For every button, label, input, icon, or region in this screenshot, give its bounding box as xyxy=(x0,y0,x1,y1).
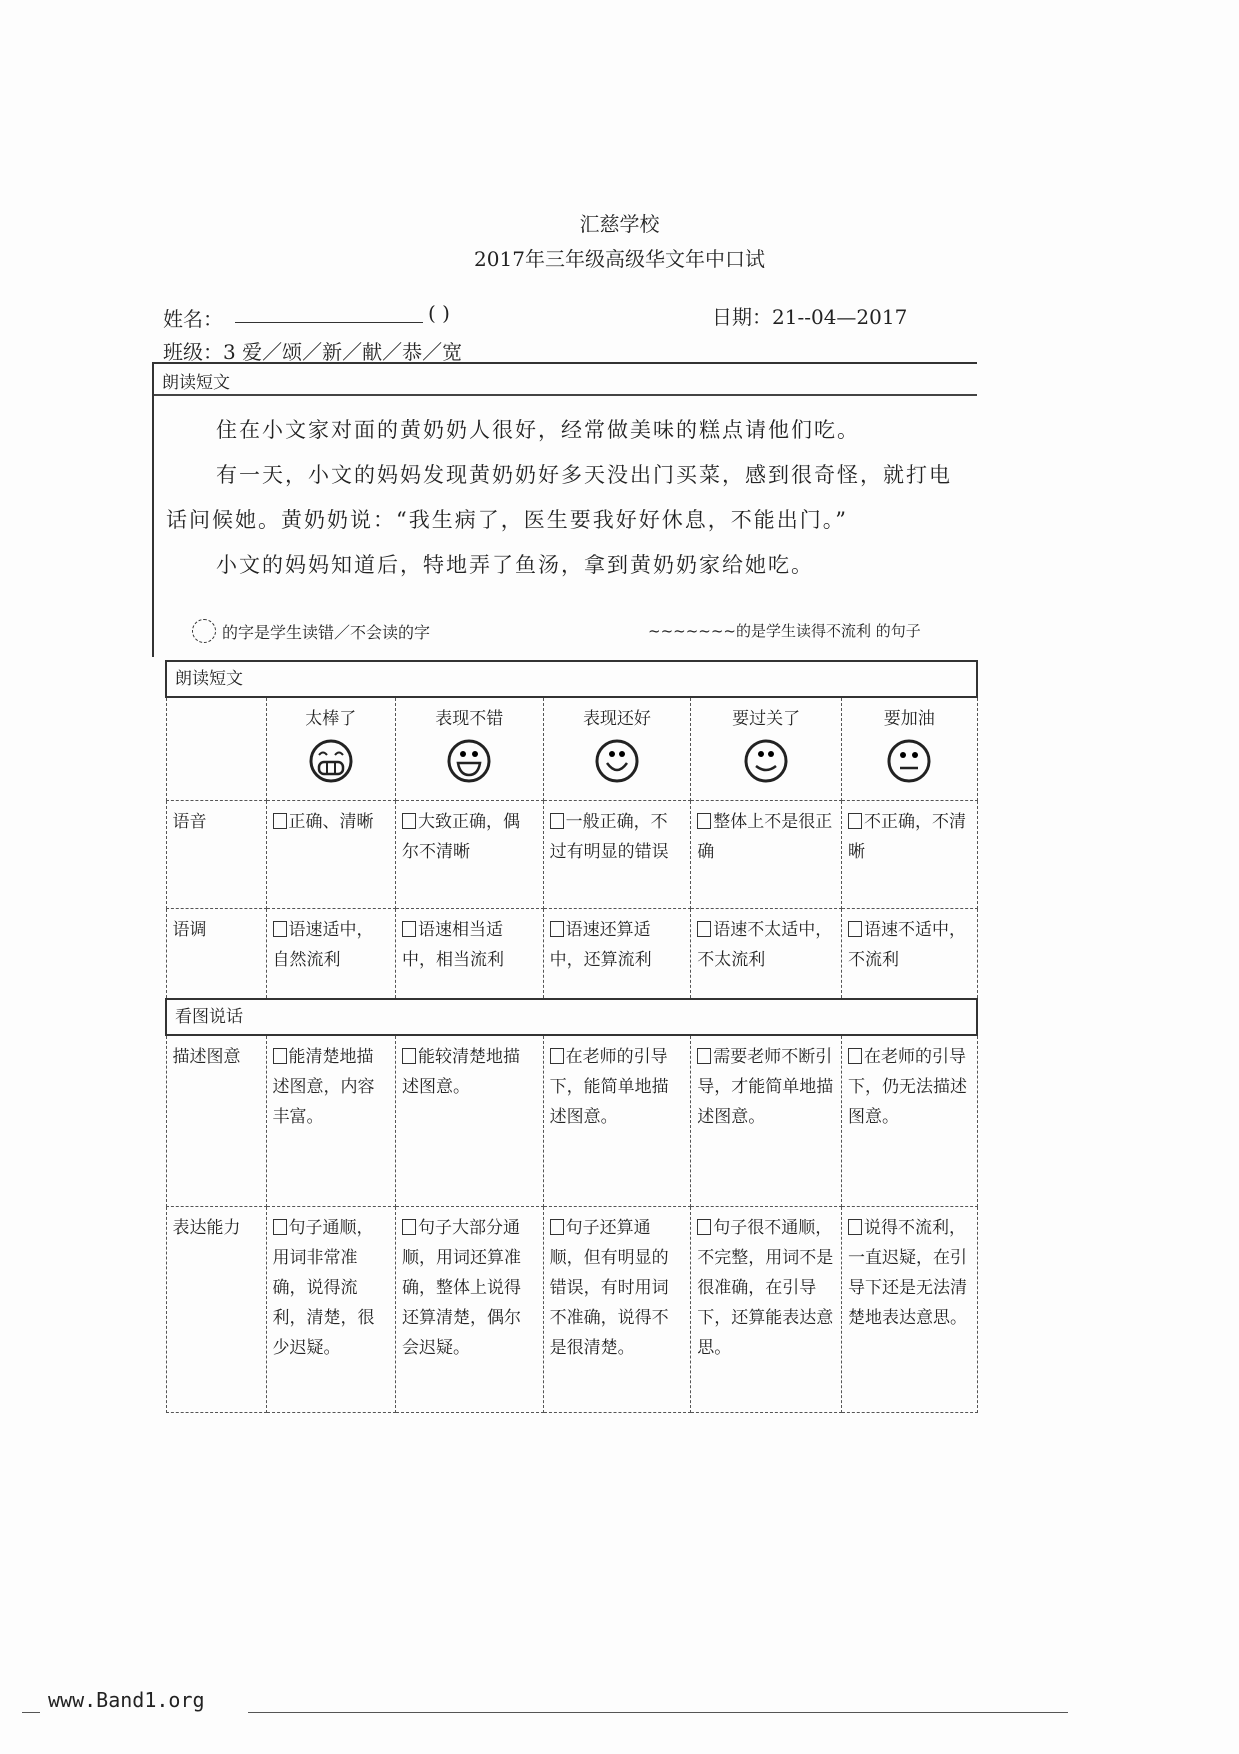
rubric-table xyxy=(165,660,978,1413)
descriptor: 正确、清晰 xyxy=(288,812,374,832)
descriptor: 句子通顺，用词非常准确，说得流利，清楚，很少迟疑。 xyxy=(272,1218,375,1358)
rubric-cell xyxy=(266,1207,395,1413)
rubric-cell xyxy=(841,1207,977,1413)
rubric-cell xyxy=(543,1207,691,1413)
footer-line xyxy=(248,1712,1068,1713)
exam-title: 2017年三年级高级华文年中口试 xyxy=(474,247,765,271)
section-title: 看图说话 xyxy=(166,999,977,1035)
name-label: 姓名： xyxy=(163,307,223,331)
descriptor: 整体上不是很正确 xyxy=(697,812,833,862)
smiley-face-icon xyxy=(886,738,932,784)
checkbox[interactable] xyxy=(402,1048,416,1064)
smiley-face-icon xyxy=(446,738,492,784)
level-label: 太棒了 xyxy=(305,709,357,729)
criterion-label: 语调 xyxy=(166,909,266,999)
level-header xyxy=(691,697,842,801)
checkbox[interactable] xyxy=(697,1219,711,1235)
checkbox[interactable] xyxy=(697,813,711,829)
level-header xyxy=(395,697,543,801)
rubric-cell xyxy=(841,801,977,909)
checkbox[interactable] xyxy=(550,1219,564,1235)
checkbox[interactable] xyxy=(697,1048,711,1064)
checkbox[interactable] xyxy=(848,921,862,937)
rubric-cell xyxy=(691,801,842,909)
checkbox[interactable] xyxy=(402,1219,416,1235)
rubric-cell xyxy=(691,1207,842,1413)
rubric-cell xyxy=(395,1207,543,1413)
checkbox[interactable] xyxy=(550,813,564,829)
rubric-cell xyxy=(691,1035,842,1207)
level-label: 要加油 xyxy=(883,709,935,729)
descriptor: 句子很不通顺，不完整，用词不是很准确，在引导下，还算能表达意思。 xyxy=(697,1218,834,1358)
name-paren: ( ) xyxy=(428,301,450,325)
descriptor: 需要老师不断引导，才能简单地描述图意。 xyxy=(697,1046,834,1127)
rubric-cell xyxy=(266,909,395,999)
level-header xyxy=(841,697,977,801)
passage-line: 住在小文家对面的黄奶奶人很好，经常做美味的糕点请他们吃。 xyxy=(216,418,860,442)
criterion-label: 表达能力 xyxy=(166,1207,266,1413)
rubric-cell xyxy=(543,1035,691,1207)
level-header xyxy=(543,697,691,801)
section-title: 朗读短文 xyxy=(154,364,977,396)
rubric-row xyxy=(166,909,977,999)
level-label: 表现不错 xyxy=(435,709,504,729)
descriptor: 不正确，不清晰 xyxy=(847,812,966,862)
rubric-cell xyxy=(543,909,691,999)
descriptor: 语速还算适中，还算流利 xyxy=(549,920,652,970)
rubric-cell xyxy=(266,1035,395,1207)
rubric-cell xyxy=(841,909,977,999)
criterion-label: 语音 xyxy=(166,801,266,909)
descriptor: 语速相当适中，相当流利 xyxy=(401,920,504,970)
rubric-cell xyxy=(691,909,842,999)
rubric-row xyxy=(166,1207,977,1413)
footer-url: www.Band1.org xyxy=(48,1688,205,1712)
level-label: 要过关了 xyxy=(732,709,801,729)
circle-legend-icon xyxy=(192,619,216,643)
checkbox[interactable] xyxy=(697,921,711,937)
rubric-cell xyxy=(841,1035,977,1207)
checkbox[interactable] xyxy=(402,921,416,937)
descriptor: 句子大部分通顺，用词还算准确，整体上说得还算清楚，偶尔会迟疑。 xyxy=(401,1218,521,1358)
descriptor: 语速不适中，不流利 xyxy=(847,920,966,970)
descriptor: 在老师的引导下，仍无法描述图意。 xyxy=(847,1046,967,1127)
checkbox[interactable] xyxy=(848,813,862,829)
checkbox[interactable] xyxy=(550,921,564,937)
descriptor: 在老师的引导下，能简单地描述图意。 xyxy=(549,1046,669,1127)
checkbox[interactable] xyxy=(273,921,287,937)
descriptor: 语速适中，自然流利 xyxy=(272,920,374,970)
level-header xyxy=(266,697,395,801)
descriptor: 句子还算通顺，但有明显的错误，有时用词不准确，说得不是很清楚。 xyxy=(549,1218,669,1358)
rubric-row xyxy=(166,801,977,909)
criterion-label: 描述图意 xyxy=(166,1035,266,1207)
rubric-row xyxy=(166,1035,977,1207)
smiley-face-icon xyxy=(594,738,640,784)
checkbox[interactable] xyxy=(848,1048,862,1064)
passage-line: 话问候她。黄奶奶说：“我生病了，医生要我好好休息，不能出门。” xyxy=(166,508,848,532)
checkbox[interactable] xyxy=(848,1219,862,1235)
descriptor: 语速不太适中，不太流利 xyxy=(697,920,833,970)
descriptor: 一般正确，不过有明显的错误 xyxy=(549,812,669,862)
smiley-face-icon xyxy=(743,738,789,784)
passage-box xyxy=(152,362,977,657)
name-line xyxy=(235,322,423,323)
descriptor: 说得不流利，一直迟疑，在引导下还是无法清楚地表达意思。 xyxy=(847,1218,967,1328)
date-label: 日期：21--04—2017 xyxy=(712,305,908,329)
section-title: 朗读短文 xyxy=(166,661,977,697)
legend-left: 的字是学生读错／不会读的字 xyxy=(222,623,431,642)
checkbox[interactable] xyxy=(273,813,287,829)
checkbox[interactable] xyxy=(550,1048,564,1064)
descriptor: 能较清楚地描述图意。 xyxy=(401,1046,520,1097)
school-name: 汇慈学校 xyxy=(579,212,660,236)
rubric-cell xyxy=(395,801,543,909)
rubric-cell xyxy=(266,801,395,909)
smiley-face-icon xyxy=(308,738,354,784)
descriptor: 大致正确，偶尔不清晰 xyxy=(401,812,520,862)
legend-right: ~~~~~~~的是学生读得不流利 的句子 xyxy=(648,622,921,640)
rubric-cell xyxy=(395,1035,543,1207)
checkbox[interactable] xyxy=(273,1048,287,1064)
class-label: 班级：3 爱／颂／新／献／恭／宽 xyxy=(163,340,463,364)
checkbox[interactable] xyxy=(273,1219,287,1235)
passage-line: 小文的妈妈知道后，特地弄了鱼汤，拿到黄奶奶家给她吃。 xyxy=(216,553,814,577)
level-label: 表现还好 xyxy=(582,709,651,729)
checkbox[interactable] xyxy=(402,813,416,829)
rubric-cell xyxy=(543,801,691,909)
passage-line: 有一天，小文的妈妈发现黄奶奶好多天没出门买菜，感到很奇怪，就打电 xyxy=(216,463,952,487)
rubric-cell xyxy=(395,909,543,999)
descriptor: 能清楚地描述图意，内容丰富。 xyxy=(272,1046,375,1127)
